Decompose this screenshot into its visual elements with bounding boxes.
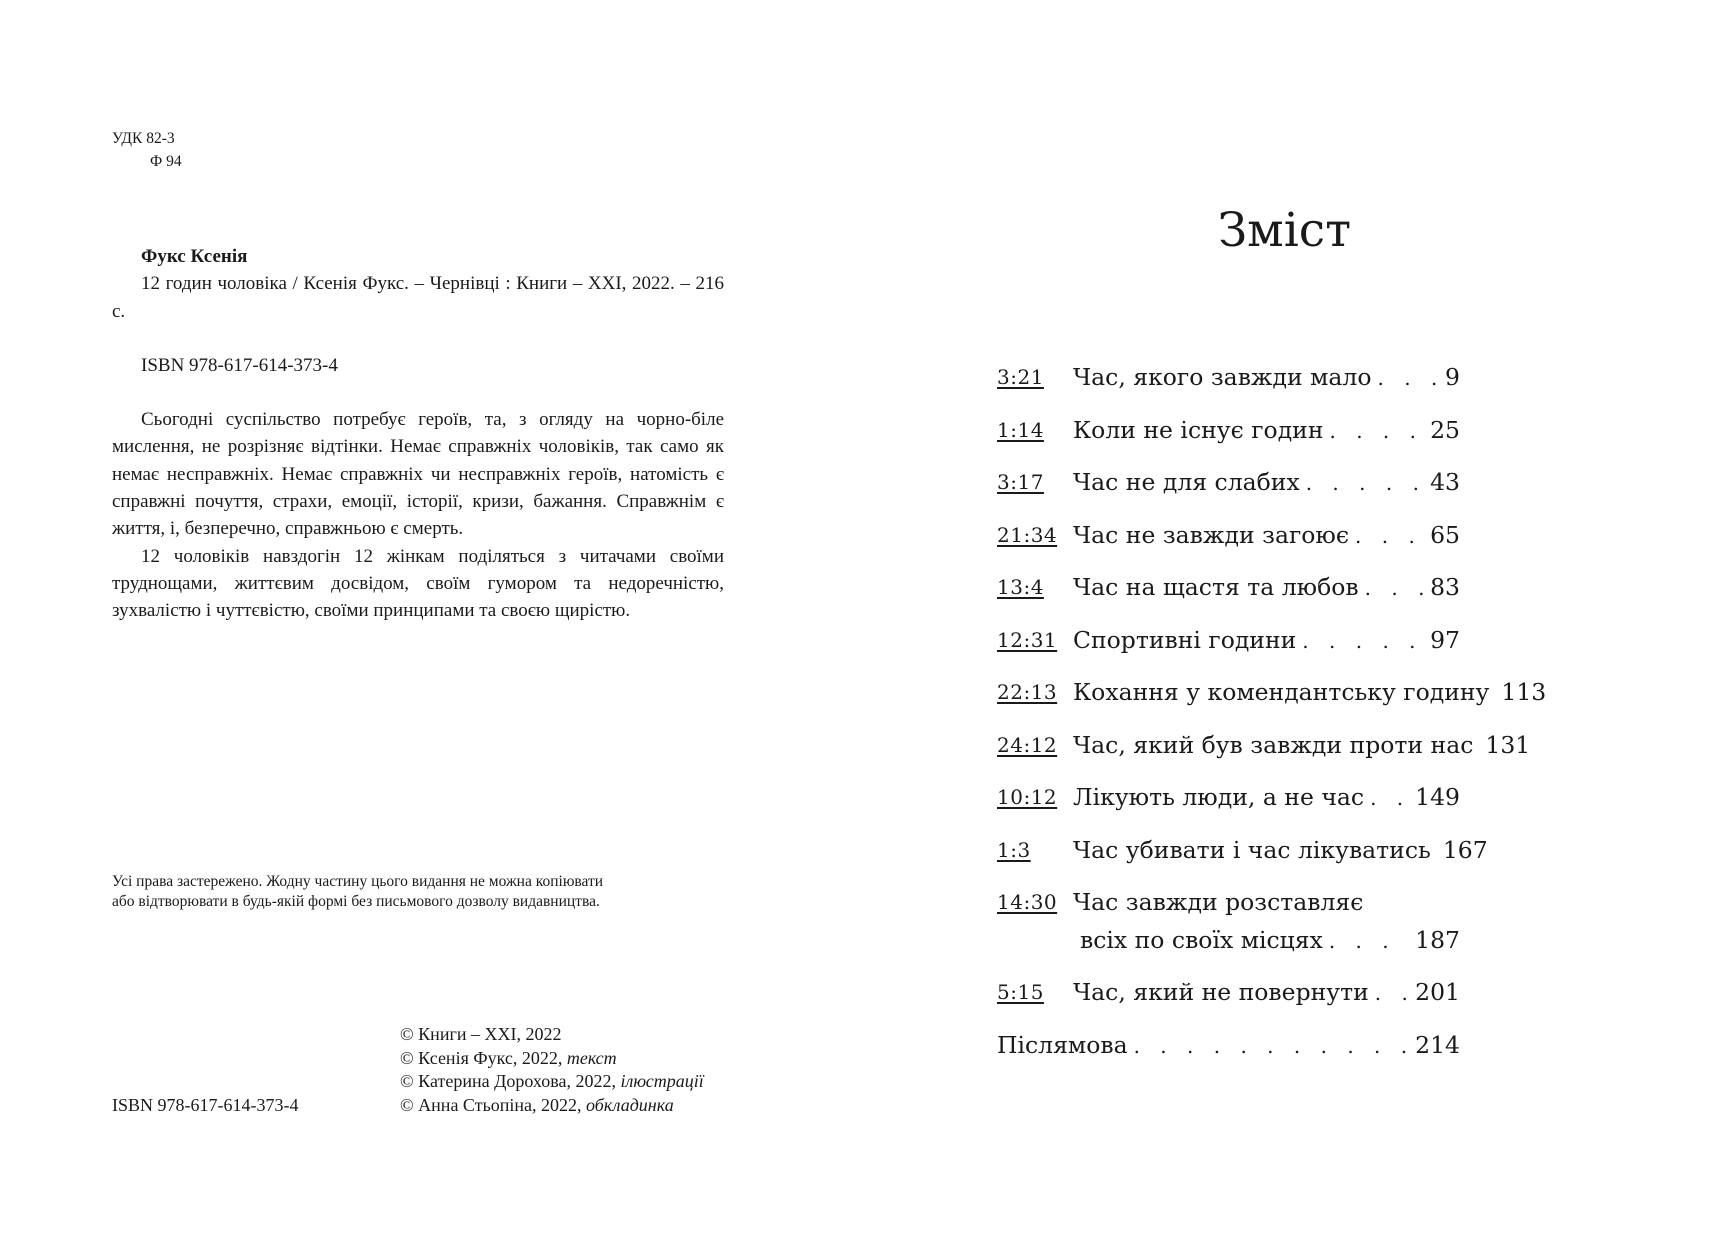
- toc-time: 5:15: [997, 980, 1044, 1004]
- toc-title-line-1: Час завжди розставляє: [1073, 888, 1364, 916]
- toc-time: 12:31: [997, 627, 1058, 652]
- toc-time: 24:12: [997, 732, 1058, 757]
- annotation-paragraph-2: 12 чоловіків навздогін 12 жінкам поділяться з читачами своїми труднощами, життєвим досвідом, своїм гумором та недоречністю, зухвалістю і чуттєвістю, своїми принципами та своєю щирістю.: [112, 545, 724, 622]
- toc-time: 1:3: [997, 837, 1031, 862]
- toc-title: Лікують люди, а не час: [1073, 783, 1365, 811]
- toc-page-number: 97: [1430, 625, 1460, 654]
- isbn-bottom: ISBN 978-617-614-373-4: [112, 1095, 299, 1115]
- rights-notice: [112, 872, 752, 912]
- toc-title: Час не для слабих: [1073, 468, 1300, 496]
- udk-code: УДК 82-3: [112, 130, 175, 147]
- toc-time: 10:12: [997, 785, 1058, 809]
- right-page: [856, 0, 1713, 1258]
- bibliographic-description: [112, 243, 724, 625]
- author-name: Фукс Ксенія: [141, 246, 248, 267]
- toc-page-number: 214: [1415, 1030, 1460, 1059]
- toc-entry[interactable]: [997, 725, 1531, 778]
- toc-entry[interactable]: [997, 882, 1460, 972]
- toc-page-number: 43: [1430, 468, 1460, 496]
- toc-entry[interactable]: [997, 515, 1460, 568]
- copyright-line: © Ксенія Фукс, 2022, текст: [400, 1047, 617, 1068]
- toc-title: Час, який не повернути: [1073, 978, 1369, 1006]
- toc-page-number: 149: [1415, 783, 1460, 811]
- copyright-line: © Анна Стьопіна, 2022, обкладинка: [400, 1094, 674, 1115]
- bibliographic-record: 12 годин чоловіка / Ксенія Фукс. – Чернівці : Книги – ХХІ, 2022. – 216 с.: [112, 273, 724, 322]
- toc-entry[interactable]: [997, 410, 1460, 463]
- toc-title-line-2: всіх по своїх місцях: [1080, 926, 1323, 954]
- toc-title: Спортивні години: [1073, 625, 1297, 654]
- toc-page-number: 25: [1430, 415, 1460, 444]
- toc-page-number: 65: [1430, 520, 1460, 549]
- author-sign: Ф 94: [150, 153, 182, 170]
- copyright-block: [400, 1023, 704, 1117]
- toc-entry[interactable]: [997, 567, 1460, 620]
- toc-time: 3:17: [997, 470, 1044, 494]
- contents-title: Зміст: [1217, 203, 1352, 258]
- rights-line-1: Усі права застережено. Жодну частину цього видання не можна копіювати: [112, 873, 604, 890]
- toc-title: Час на щастя та любов: [1073, 573, 1359, 601]
- toc-entry[interactable]: [997, 777, 1460, 830]
- udk-classification: [112, 127, 182, 173]
- table-of-contents: [997, 357, 1547, 1077]
- toc-time: 1:14: [997, 417, 1044, 442]
- toc-title: Кохання у комендантську годину: [1073, 678, 1490, 706]
- left-page: [0, 0, 856, 1258]
- toc-page-number: 187: [1415, 926, 1460, 954]
- toc-page-number: 9: [1445, 363, 1460, 391]
- copyright-line: © Книги – ХХІ, 2022: [400, 1024, 562, 1044]
- isbn-top: ISBN 978-617-614-373-4: [141, 354, 338, 376]
- annotation-paragraph-1: Сьогодні суспільство потребує героїв, та, з огляду на чорно-біле мислення, не розрізняє відтінки. Немає справжніх чоловіків, так само як немає несправжніх. Немає справжніх чи несправжніх героїв, натомість є справжні почуття, страхи, емоції, історії, кризи, бажання. Справжнім є життя, і, безперечно, справжньою є смерть.: [112, 409, 724, 540]
- toc-page-number: 167: [1442, 835, 1488, 864]
- toc-entry[interactable]: [997, 672, 1547, 725]
- toc-title: Час, якого завжди мало: [1073, 363, 1372, 391]
- toc-time: 13:4: [997, 575, 1044, 599]
- toc-entry[interactable]: [997, 972, 1460, 1025]
- toc-time: 3:21: [997, 365, 1044, 389]
- rights-line-2: або відтворювати в будь-якій формі без письмового дозволу видавництва.: [112, 893, 600, 910]
- copyright-line: © Катерина Дорохова, 2022, ілюстрації: [400, 1071, 704, 1091]
- toc-time: 22:13: [997, 680, 1058, 704]
- toc-page-number: 113: [1501, 678, 1547, 706]
- toc-time: 14:30: [997, 890, 1058, 914]
- toc-title: Час, який був завжди проти нас: [1073, 730, 1474, 759]
- toc-entry[interactable]: [997, 620, 1460, 673]
- toc-entry[interactable]: [997, 357, 1460, 410]
- toc-title: Час убивати і час лікуватись: [1073, 835, 1431, 864]
- toc-entry-afterword[interactable]: [997, 1025, 1460, 1078]
- toc-time: 21:34: [997, 522, 1058, 547]
- toc-title: Час не завжди загоює: [1073, 520, 1350, 549]
- toc-page-number: 83: [1430, 573, 1460, 601]
- toc-entry[interactable]: [997, 462, 1460, 515]
- toc-entry[interactable]: [997, 830, 1488, 883]
- toc-page-number: 131: [1485, 730, 1531, 759]
- toc-page-number: 201: [1415, 978, 1460, 1006]
- toc-title: Коли не існує годин: [1073, 415, 1324, 444]
- toc-title: Післямова: [997, 1030, 1128, 1059]
